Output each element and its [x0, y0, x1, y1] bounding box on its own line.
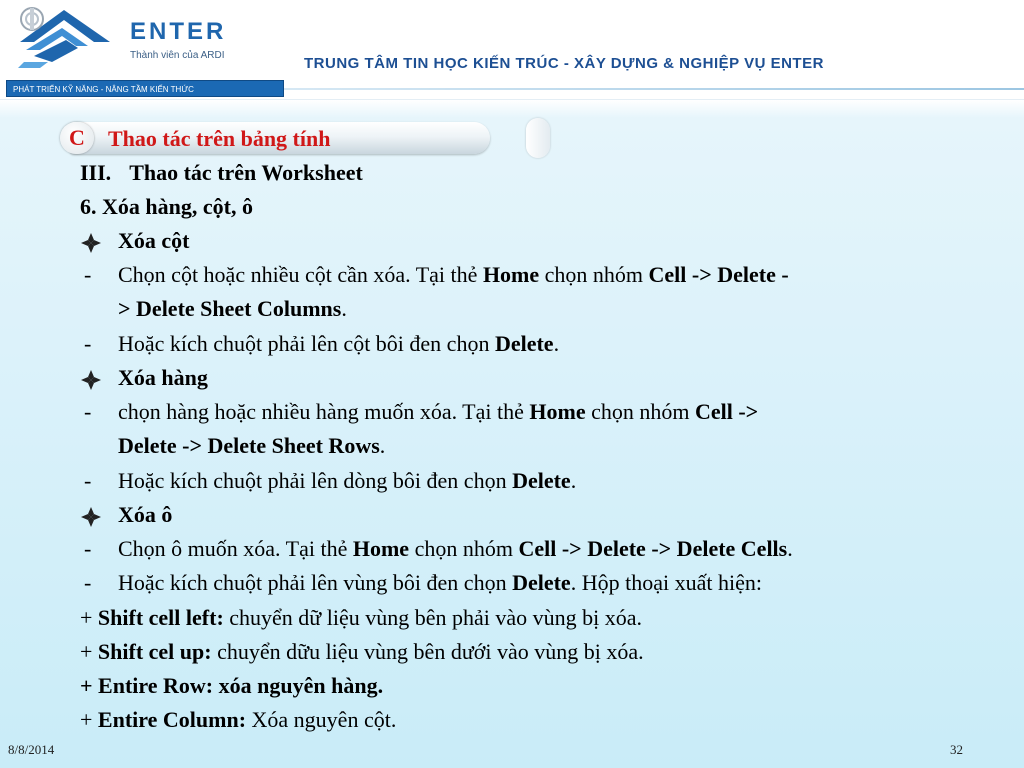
col-line-1-cont	[118, 296, 347, 322]
dash-marker: -	[84, 262, 92, 287]
text-run: . Hộp thoại xuất hiện:	[570, 570, 762, 595]
text-run: Hoặc kích chuột phải lên vùng bôi đen chọn	[118, 570, 513, 595]
dash-marker: -	[84, 399, 92, 424]
bullet-title-xoa-o: Xóa ô	[118, 502, 173, 527]
text-run-bold: Delete -> Delete Sheet Rows	[118, 433, 380, 458]
text-run: Hoặc kích chuột phải lên cột bôi đen chọn	[118, 331, 495, 356]
bullet-title-xoa-cot: Xóa cột	[118, 228, 190, 253]
text-run: .	[341, 296, 347, 321]
banner-end-cap	[526, 118, 550, 158]
option-line	[80, 673, 383, 699]
dash-marker: -	[84, 331, 92, 356]
plus-marker: +	[80, 639, 98, 664]
section-heading-text: Thao tác trên Worksheet	[129, 160, 363, 185]
text-run: .	[570, 468, 577, 493]
enter-logo	[18, 6, 278, 72]
option-label: Shift cell left:	[97, 605, 224, 630]
text-run-bold: Cell -> Delete -	[648, 262, 789, 287]
center-title: TRUNG TÂM TIN HỌC KIẾN TRÚC - XÂY DỰNG & NGHIỆP VỤ ENTER	[304, 55, 824, 72]
dash-marker: -	[84, 570, 92, 595]
text-run: chọn nhóm	[539, 262, 649, 287]
text-run-bold: Home	[352, 536, 410, 561]
section-heading-number: III.	[80, 160, 112, 185]
text-run-bold: Home	[482, 262, 540, 287]
text-run-bold: Cell ->	[694, 399, 759, 424]
option-line	[80, 707, 396, 733]
brand-name: ENTER	[130, 18, 227, 45]
option-label: Entire Row: xóa nguyên hàng.	[98, 673, 384, 698]
section-banner	[60, 118, 490, 158]
plus-marker: +	[80, 673, 99, 698]
section-heading	[80, 160, 363, 186]
subheading: 6. Xóa hàng, cột, ô	[80, 194, 253, 219]
banner-letter-badge: C	[60, 122, 94, 154]
page-number: 32	[950, 742, 963, 757]
text-run: Chọn ô muốn xóa. Tại thẻ	[118, 536, 353, 561]
text-run-bold: Delete	[512, 468, 571, 493]
diamond-bullet-icon	[80, 232, 102, 254]
dash-marker: -	[84, 468, 92, 493]
text-run: chọn hàng hoặc nhiều hàng muốn xóa. Tại thẻ	[118, 399, 530, 424]
diamond-bullet-icon	[80, 506, 102, 528]
cell-line-2	[118, 570, 762, 596]
text-run-bold: Cell -> Delete -> Delete Cells	[518, 536, 788, 561]
text-run: Chọn cột hoặc nhiều cột cần xóa. Tại thẻ	[118, 262, 483, 287]
option-description: chuyển dữ liệu vùng bên phải vào vùng bị xóa.	[223, 605, 643, 630]
header	[0, 0, 1024, 100]
row-line-1-cont	[118, 433, 385, 459]
diamond-bullet-icon	[80, 369, 102, 391]
row-line-2	[118, 468, 576, 494]
text-run: .	[553, 331, 560, 356]
header-bottom-line	[0, 99, 1024, 100]
text-run: .	[787, 536, 793, 561]
plus-marker: +	[80, 707, 98, 732]
option-description: Xóa nguyên cột.	[246, 707, 397, 732]
col-line-2	[118, 331, 559, 357]
brand-subtitle: Thành viên của ARDI	[130, 50, 225, 61]
banner-title: Thao tác trên bảng tính	[108, 126, 331, 151]
row-line-1	[118, 399, 758, 425]
option-line	[80, 639, 644, 665]
footer-date: 8/8/2014	[8, 742, 55, 757]
slogan-bar: PHÁT TRIỂN KỸ NĂNG - NÂNG TẦM KIẾN THỨC	[6, 80, 284, 97]
bullet-title-xoa-hang: Xóa hàng	[118, 365, 208, 390]
text-run-bold: Delete	[494, 331, 554, 356]
cell-line-1	[118, 536, 793, 562]
text-run: Hoặc kích chuột phải lên dòng bôi đen chọn	[118, 468, 513, 493]
text-run: .	[379, 433, 386, 458]
text-run-bold: Delete	[512, 570, 571, 595]
dash-marker: -	[84, 536, 92, 561]
option-label: Entire Column:	[97, 707, 247, 732]
text-run: chọn nhóm	[409, 536, 519, 561]
option-description: chuyển dữu liệu vùng bên dưới vào vùng bị xóa.	[211, 639, 644, 664]
col-line-1	[118, 262, 789, 288]
option-label: Shift cel up:	[97, 639, 212, 664]
ardi-logo-icon	[18, 6, 46, 32]
header-divider	[284, 88, 1024, 90]
text-run-bold: > Delete Sheet Columns	[118, 296, 342, 321]
text-run: chọn nhóm	[585, 399, 695, 424]
option-line	[80, 605, 642, 631]
text-run-bold: Home	[529, 399, 586, 424]
plus-marker: +	[80, 605, 98, 630]
